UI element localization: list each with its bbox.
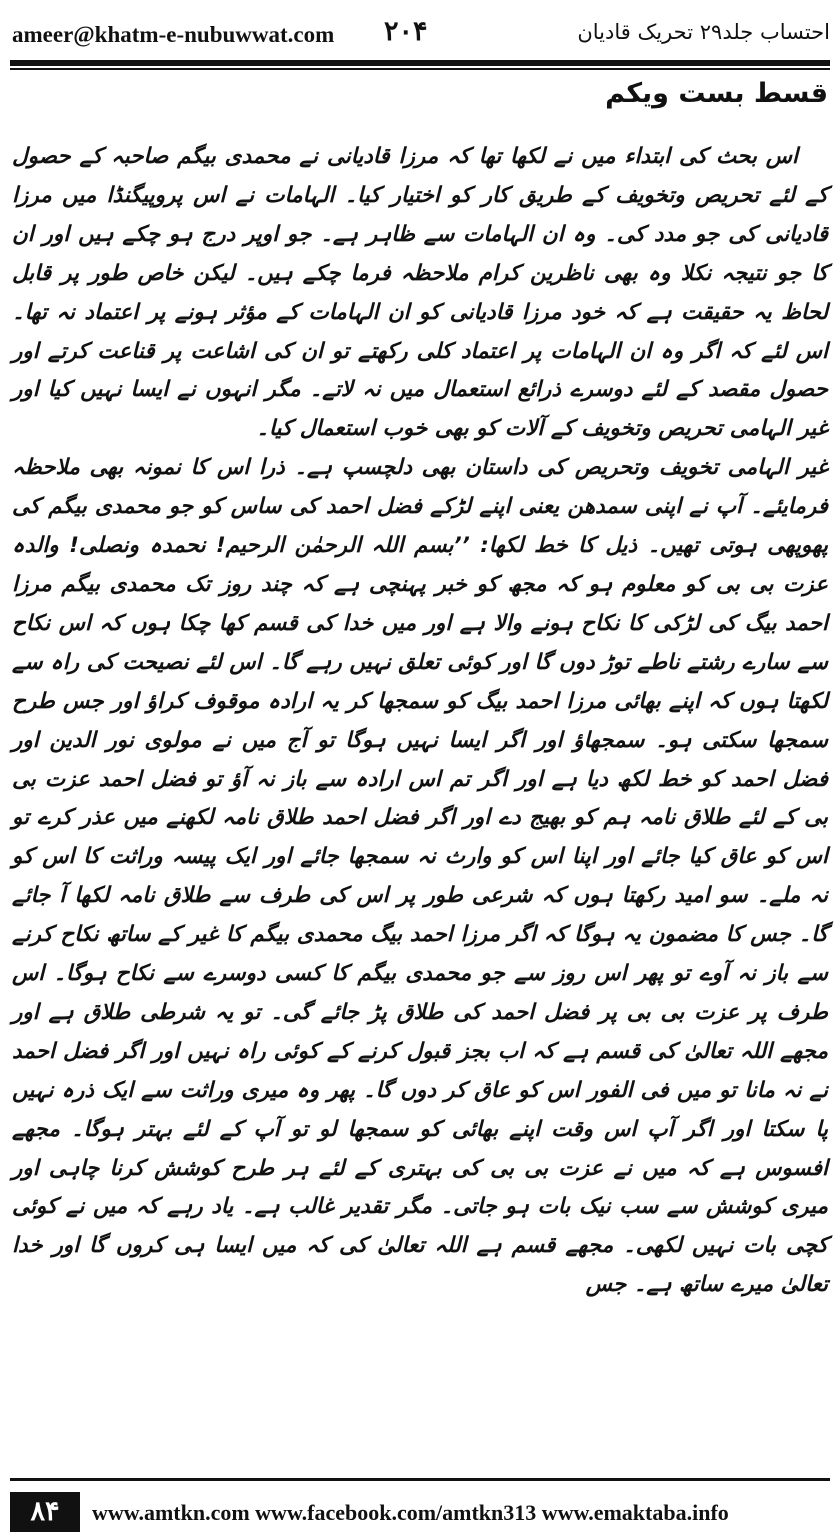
- footer-page-number: ۸۴: [10, 1492, 80, 1532]
- page-header: [0, 0, 840, 70]
- paragraph-2: غیر الہامی تخویف وتحریص کی داستان بھی دلچسپ ہے۔ ذرا اس کا نمونہ بھی ملاحظہ فرمایئے۔ آپ نے اپنی سمدھن یعنی اپنے لڑکے فضل احمد کی ساس کو جو محمدی بیگم کی پھوپھی ہوتی تھیں۔ ذیل کا خط لکھا: ’’بسم اللہ الرحمٰن الرحیم! نحمدہ ونصلی! والدہ عزت بی بی کو معلوم ہو کہ مجھ کو خبر پہنچی ہے کہ چند روز تک محمدی بیگم مرزا احمد بیگ کی لڑکی کا نکاح ہونے والا ہے اور میں خدا کی قسم کھا چکا ہوں کہ اس نکاح سے سارے رشتے ناطے توڑ دوں گا اور کوئی تعلق نہیں رہے گا۔ اس لئے نصیحت کی راہ سے لکھتا ہوں کہ اپنے بھائی مرزا احمد بیگ کو سمجھا کر یہ ارادہ موقوف کراؤ اور جس طرح سمجھا سکتی ہو۔ سمجھاؤ اور اگر ایسا نہیں ہوگا تو آج میں نے مولوی نور الدین اور فضل احمد کو خط لکھ دیا ہے اور اگر تم اس ارادہ سے باز نہ آؤ تو فضل احمد عزت بی بی کے لئے طلاق نامہ ہم کو بھیج دے اور اگر فضل احمد طلاق نامہ لکھنے میں عذر کرے تو اس کو عاق کیا جائے اور اپنا اس کو وارث نہ سمجھا جائے اور ایک پیسہ وراثت کا اس کو نہ ملے۔ سو امید رکھتا ہوں کہ شرعی طور پر اس کی طرف سے طلاق نامہ لکھا آ جائے گا۔ جس کا مضمون یہ ہوگا کہ اگر مرزا احمد بیگ محمدی بیگم کا غیر کے ساتھ نکاح کرنے سے باز نہ آوے تو پھر اس روز سے جو محمدی بیگم کا کسی دوسرے سے نکاح ہوگا۔ اس طرف پر عزت بی بی پر فضل احمد کی طلاق پڑ جائے گی۔ تو یہ شرطی طلاق ہے اور مجھے اللہ تعالیٰ کی قسم ہے کہ اب بجز قبول کرنے کے کوئی راہ نہیں اور اگر فضل احمد نے نہ مانا تو میں فی الفور اس کو عاق کر دوں گا۔ پھر وہ میری وراثت سے ایک ذرہ نہیں پا سکتا اور اگر آپ اس وقت اپنے بھائی کو سمجھا لو تو آپ کے لئے بہتر ہوگا۔ مجھے افسوس ہے کہ میں نے عزت بی بی کی بہتری کے لئے ہر طرح کوشش کرنا چاہی اور میری کوشش سے سب نیک بات ہو جاتی۔ مگر تقدیر غالب ہے۔ یاد رہے کہ میں نے کوئی کچی بات نہیں لکھی۔ مجھے قسم ہے اللہ تعالیٰ کی کہ میں ایسا ہی کروں گا اور خدا تعالیٰ میرے ساتھ ہے۔ جس: [12, 455, 828, 1298]
- running-title: احتساب جلد۲۹ تحریک قادیان: [577, 20, 830, 44]
- header-rule-thick: [10, 60, 830, 66]
- header-rule-thin: [10, 68, 830, 70]
- footer-links: www.amtkn.com www.facebook.com/amtkn313 www.emaktaba.info: [92, 1500, 729, 1525]
- body-text: [12, 138, 828, 1305]
- page-footer: [0, 1478, 840, 1540]
- paragraph-1: اس بحث کی ابتداء میں نے لکھا تھا کہ مرزا قادیانی نے محمدی بیگم صاحبہ کے حصول کے لئے تحریص وتخویف کے طریق کار کو اختیار کیا۔ الہامات نے اس پروپیگنڈا میں مرزا قادیانی کی جو مدد کی۔ وہ ان الہامات سے ظاہر ہے۔ جو اوپر درج ہو چکے ہیں اور ان کا جو نتیجہ نکلا وہ بھی ناظرین کرام ملاحظہ فرما چکے ہیں۔ لیکن خاص طور پر قابل لحاظ یہ حقیقت ہے کہ خود مرزا قادیانی کو ان الہامات کے مؤثر ہونے پر اعتماد نہ تھا۔ اس لئے کہ اگر وہ ان الہامات پر اعتماد کلی رکھتے تو ان کی اشاعت پر قناعت کرتے اور حصول مقصد کے لئے دوسرے ذرائع استعمال میں نہ لاتے۔ مگر انہوں نے ایسا نہیں کیا اور غیر الہامی تحریص وتخویف کے آلات کو بھی خوب استعمال کیا۔: [12, 144, 828, 442]
- header-page-number: ۲۰۴: [384, 16, 428, 47]
- header-email: ameer@khatm-e-nubuwwat.com: [12, 22, 335, 47]
- section-heading: قسط بست ویکم: [605, 78, 828, 109]
- footer-rule: [10, 1478, 830, 1481]
